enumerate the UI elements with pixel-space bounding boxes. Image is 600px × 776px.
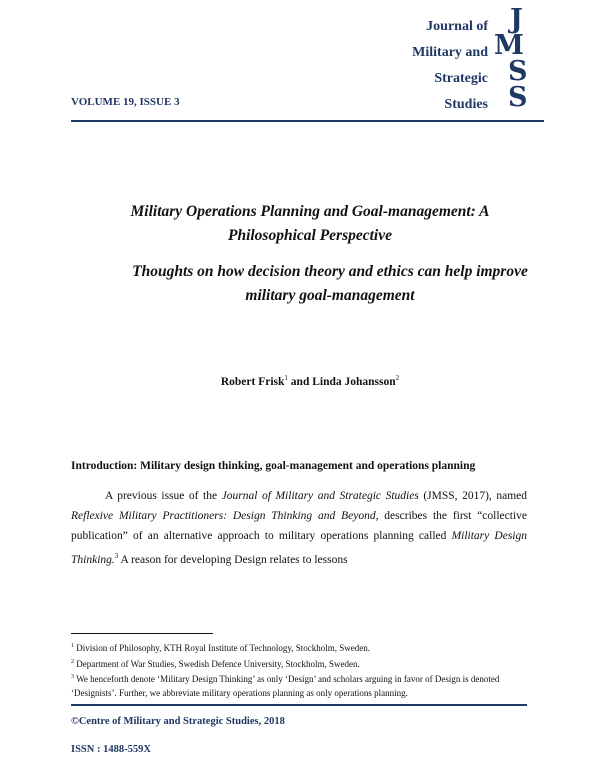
author-separator: and: [287, 375, 313, 388]
footnote-text: We henceforth denote ‘Military Design Thinking’ as only ‘Design’ and scholars arguing in favor of Design is denoted ‘Designists’. Further, we abbreviate military operations planning as only operations planning.: [71, 674, 500, 698]
footnote-text: Division of Philosophy, KTH Royal Institute of Technology, Stockholm, Sweden.: [74, 643, 371, 653]
footnote-text: Department of War Studies, Swedish Defence University, Stockholm, Sweden.: [74, 658, 360, 669]
author-name: Linda Johansson: [312, 375, 396, 388]
footnote-marker[interactable]: 3: [114, 552, 119, 560]
body-paragraph: [71, 486, 527, 570]
section-heading: Introduction: Military design thinking, goal-management and operations planning: [71, 460, 476, 472]
logo-letter: J: [510, 4, 523, 35]
footnote-divider: [71, 633, 213, 634]
journal-name: [398, 14, 488, 118]
footer-divider: [71, 704, 527, 706]
jmss-logo: [494, 4, 556, 113]
copyright-notice: ©Centre of Military and Strategic Studies, 2018: [71, 716, 285, 727]
article-title: Military Operations Planning and Goal-management: A Philosophical Perspective: [130, 203, 490, 244]
logo-letter: M: [494, 30, 523, 61]
footnote-number: 1: [71, 643, 74, 649]
issn: ISSN : 1488-559X: [71, 744, 151, 755]
journal-name-line: Journal of: [426, 19, 488, 34]
author-name: Robert Frisk: [220, 375, 285, 388]
journal-name-line: Strategic: [434, 71, 488, 86]
footnote-marker[interactable]: 2: [395, 374, 400, 382]
paragraph-text: , describes the first “collective publication” of an alternative approach to military operations planning called: [71, 510, 527, 542]
journal-name-line: Studies: [444, 97, 488, 112]
journal-name-line: Military and: [412, 45, 488, 60]
footnote: [71, 640, 527, 656]
journal-reference: Journal of Military and Strategic Studies: [221, 490, 419, 502]
header-divider: [71, 120, 544, 122]
paragraph-text: (JMSS, 2017), named: [418, 490, 527, 502]
paragraph-text: A reason for developing Design relates to lessons: [118, 553, 348, 566]
author-line: [100, 374, 520, 388]
footnote: [71, 671, 527, 700]
volume-issue: VOLUME 19, ISSUE 3: [71, 96, 180, 108]
footnotes: [71, 640, 527, 700]
concept-term: Military Design Thinking.: [71, 530, 527, 566]
footnote: [71, 656, 527, 672]
footnote-marker[interactable]: 1: [284, 374, 288, 382]
logo-letter: S: [508, 56, 528, 87]
footnote-number: 3: [71, 674, 74, 680]
footnote-number: 2: [71, 658, 74, 665]
publication-reference: Reflexive Military Practitioners: Design Thinking and Beyond: [71, 510, 376, 522]
logo-letter: S: [508, 82, 528, 113]
paragraph-text: A previous issue of the: [105, 490, 222, 502]
article-subtitle: Thoughts on how decision theory and ethics can help improve military goal-management: [132, 263, 528, 304]
